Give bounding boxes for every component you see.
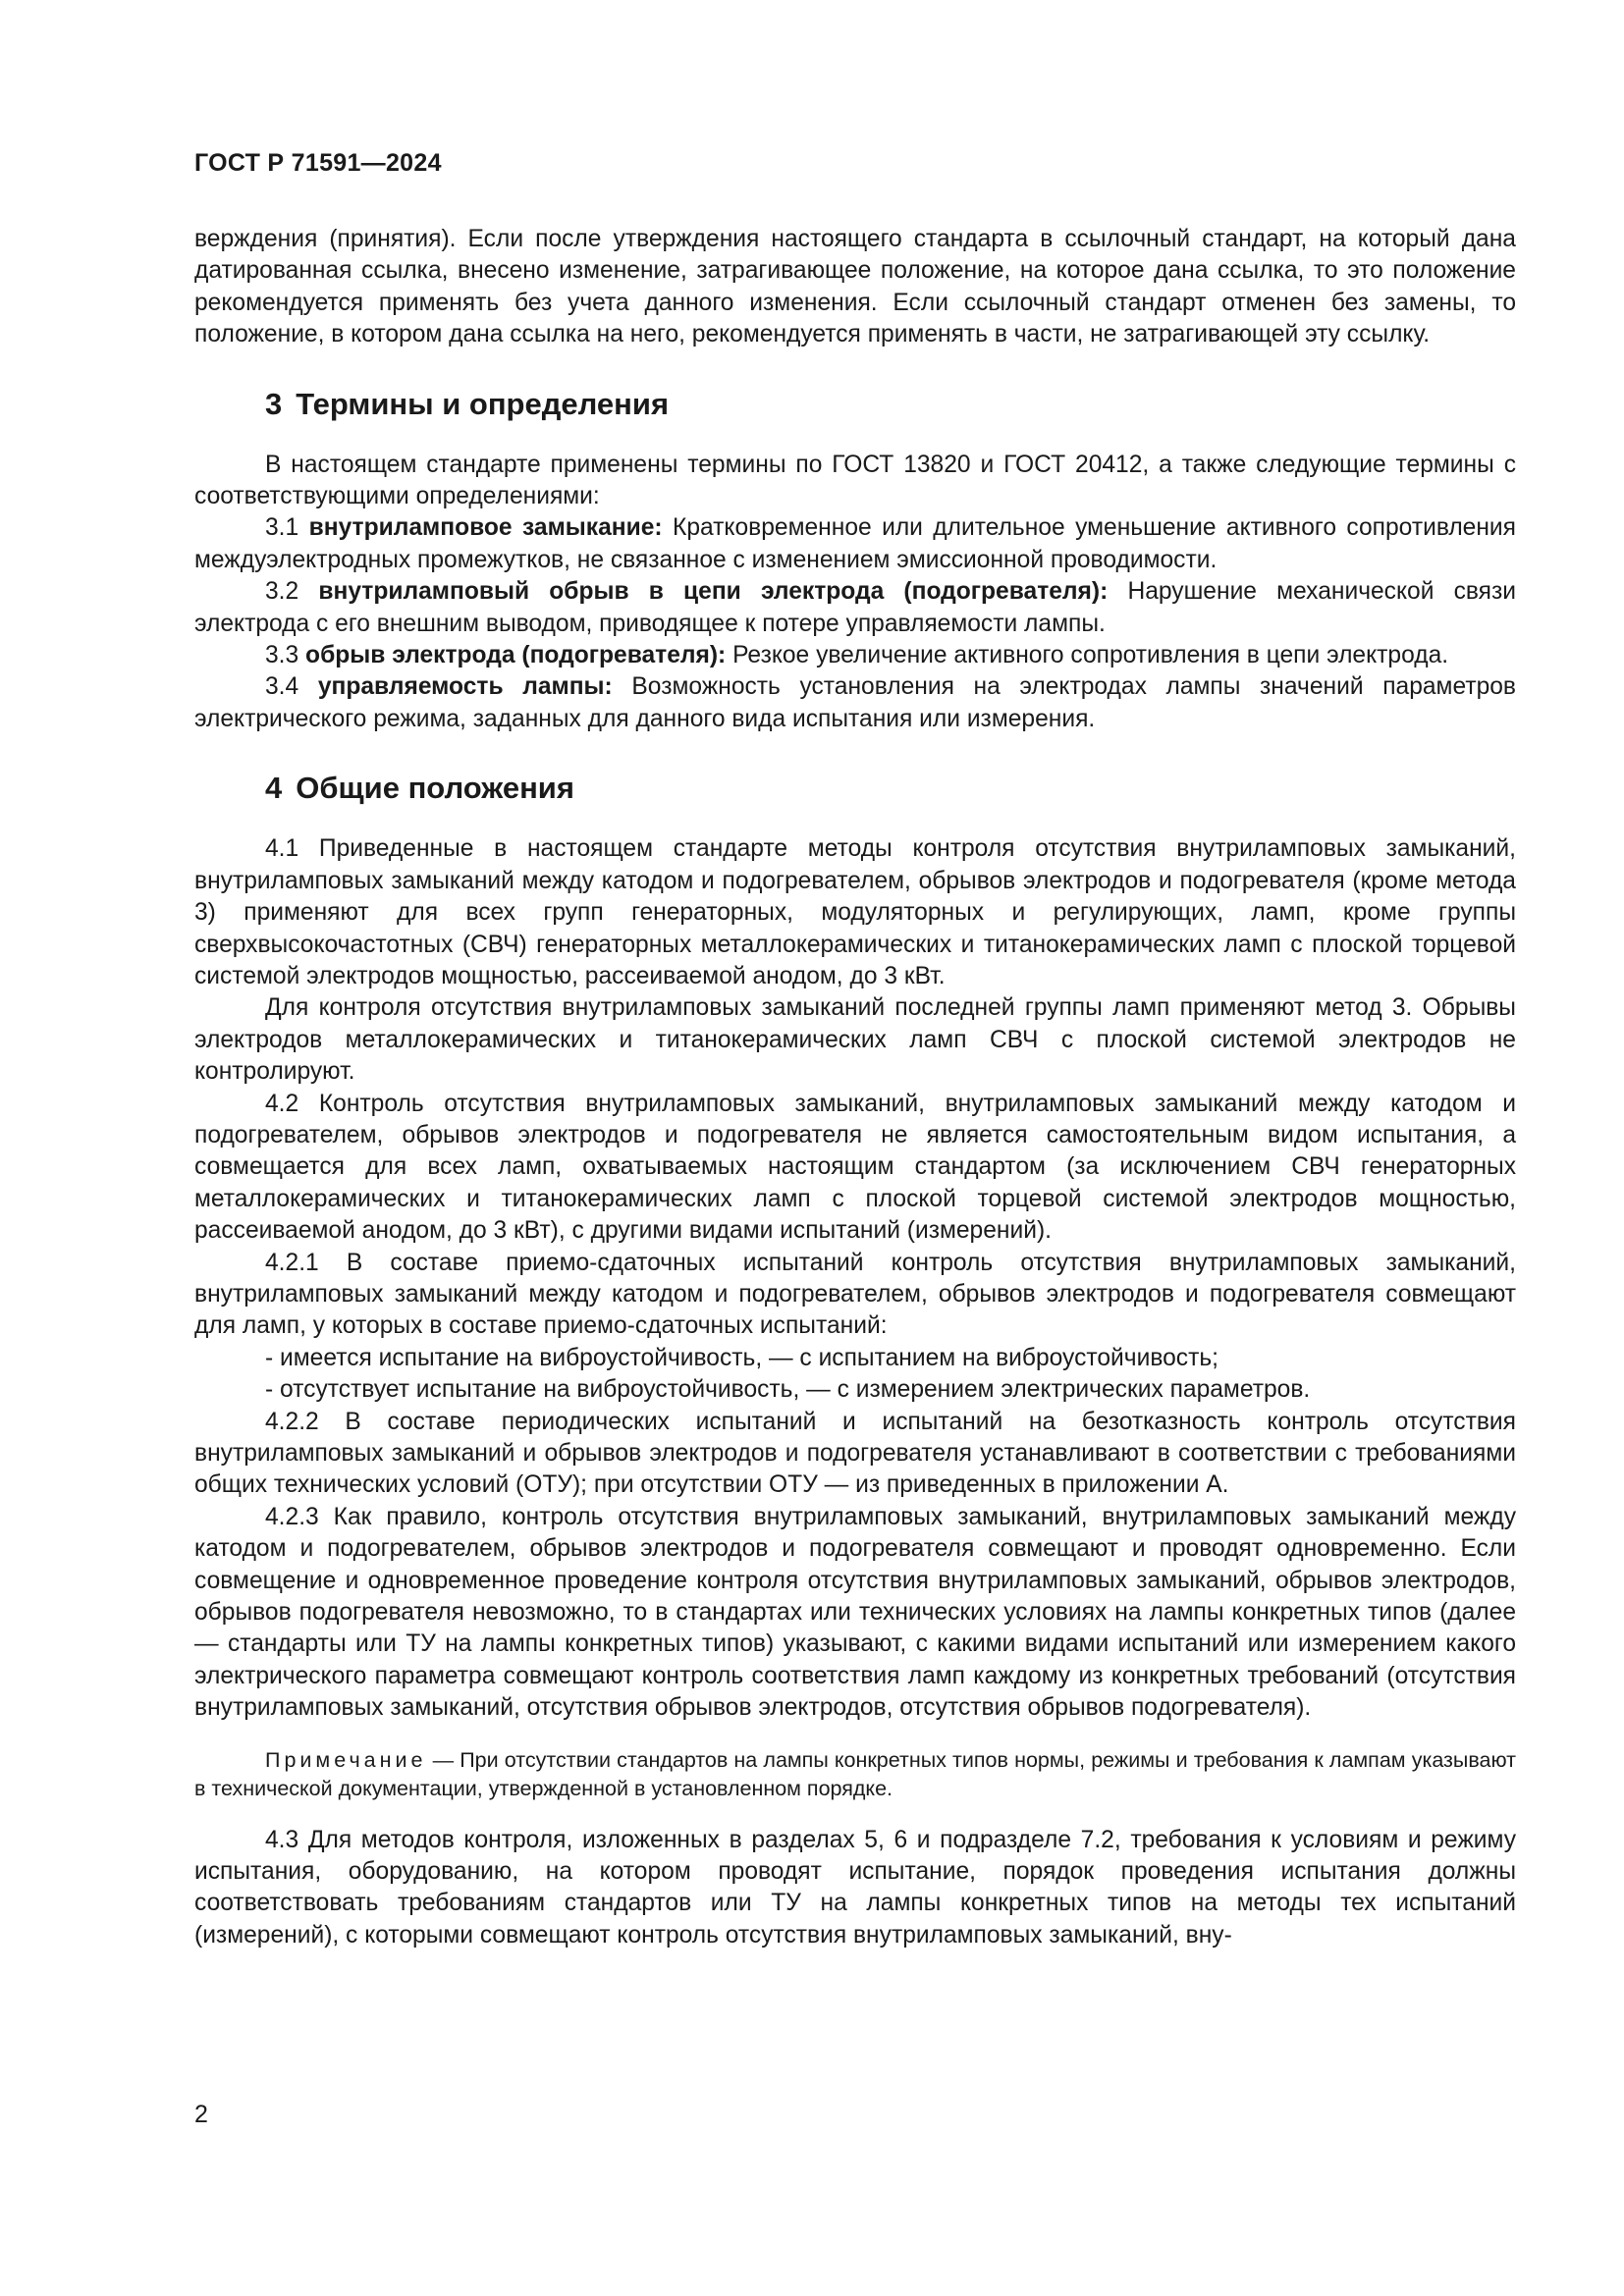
term-definition: Возможность установления на электродах лампы значений параметров электрического режима, заданных для данного вида испытания или измерения. [194,673,1517,732]
section-4-heading [194,769,1516,808]
note-block [194,1746,1516,1803]
document-body [194,224,1516,1951]
term-name: внутриламповое замыкание: [308,514,663,542]
paragraph-4-3: 4.3 Для методов контроля, изложенных в разделах 5, 6 и подразделе 7.2, требования к условиям и режиму испытания, оборудованию, на котором проводят испытание, порядок проведения испытания должны соответствовать требованиям стандартов или ТУ на лампы конкретных типов на методы тех испытаний (измерений), с которыми совмещают контроль отсутствия внутриламповых замыканий, вну- [194,1826,1516,1949]
term-3-3 [194,640,1516,671]
intro-paragraph: верждения (принятия). Если после утверждения настоящего стандарта в ссылочный стандарт, на который дана датированная ссылка, внесено изменение, затрагивающее положение, на которое дана ссылка, то это положение рекомендуется применять без учета данного изменения. Если ссылочный стандарт отменен без замены, то положение, в котором дана ссылка на него, рекомендуется применять в части, не затрагивающей эту ссылку. [194,226,1516,348]
note-label: Примечание [265,1747,427,1772]
section-3-title: Термины и определения [296,386,670,421]
paragraph-4-2-2: 4.2.2 В составе периодических испытаний и испытаний на безотказность контроль отсутствия внутриламповых замыканий и обрывов электродов и подогревателя устанавливают в соответствии с требованиями общих технических условий (ОТУ); при отсутствии ОТУ — из приведенных в приложении А. [194,1408,1516,1499]
paragraph-4-1-continued: Для контроля отсутствия внутриламповых замыканий последней группы ламп применяют метод 3. Обрывы электродов металлокерамических и титанокерамических ламп СВЧ с плоской системой электродов не контролируют. [194,994,1516,1086]
document-header: ГОСТ Р 71591—2024 [194,149,442,177]
term-3-1 [194,512,1516,576]
term-number: 3.1 [265,514,299,542]
section-4-number: 4 [265,771,283,806]
term-name: управляемость лампы: [317,673,613,701]
term-number: 3.3 [265,642,299,669]
term-number: 3.4 [265,673,299,701]
paragraph-4-2: 4.2 Контроль отсутствия внутриламповых замыканий, внутриламповых замыканий между катодом и подогревателем, обрывов электродов и подогревателя не является самостоятельным видом испытания, а совмещается для всех ламп, охватываемых настоящим стандартом (за исключением СВЧ генераторных металлокерамических и титанокерамических ламп с плоской торцевой системой электродов мощностью, рассеиваемой анодом, до 3 кВт), с другими видами испытаний (измерений). [194,1090,1516,1245]
term-definition: Кратковременное или длительное уменьшение активного сопротивления междуэлектродных промежутков, не связанное с изменением эмиссионной проводимости. [194,514,1516,573]
list-item-vibration: - имеется испытание на виброустойчивость, — с испытанием на виброустойчивость; [265,1344,1219,1371]
paragraph-4-2-1: 4.2.1 В составе приемо-сдаточных испытаний контроль отсутствия внутриламповых замыканий, внутриламповых замыканий между катодом и подогревателем, обрывов электродов и подогревателя совмещают для ламп, у которых в составе приемо-сдаточных испытаний: [194,1249,1516,1340]
paragraph-4-1: 4.1 Приведенные в настоящем стандарте методы контроля отсутствия внутриламповых замыканий, внутриламповых замыканий между катодом и подогревателем, обрывов электродов и подогревателя (кроме метода 3) применяют для всех групп генераторных, модуляторных и регулирующих, ламп, кроме группы сверхвысокочастотных (СВЧ) генераторных металлокерамических и титанокерамических ламп с плоской торцевой системой электродов мощностью, рассеиваемой анодом, до 3 кВт. [194,835,1516,989]
section-3-number: 3 [265,386,283,421]
section-3-heading [194,385,1516,424]
term-definition: Резкое увеличение активного сопротивления в цепи электрода. [732,642,1449,669]
term-3-4 [194,671,1516,735]
page-number: 2 [194,2101,208,2128]
list-item-no-vibration: - отсутствует испытание на виброустойчивость, — с измерением электрических параметров. [265,1376,1311,1404]
section-3-intro: В настоящем стандарте применены термины по ГОСТ 13820 и ГОСТ 20412, а также следующие термины с соответствующими определениями: [194,451,1516,510]
term-definition: Нарушение механической связи электрода с его внешним выводом, приводящее к потере управляемости лампы. [194,578,1516,637]
term-3-2 [194,576,1516,640]
term-name: обрыв электрода (подогревателя): [305,642,727,669]
note-text: — При отсутствии стандартов на лампы конкретных типов нормы, режимы и требования к лампам указывают в технической документации, утвержденной в установленном порядке. [194,1747,1516,1800]
section-4-title: Общие положения [296,771,574,806]
term-number: 3.2 [265,578,299,606]
term-name: внутриламповый обрыв в цепи электрода (подогревателя): [318,578,1109,606]
paragraph-4-2-3: 4.2.3 Как правило, контроль отсутствия внутриламповых замыканий, внутриламповых замыканий между катодом и подогревателем, обрывов электродов и подогревателя совмещают и проводят одновременно. Если совмещение и одновременное проведение контроля отсутствия внутриламповых замыканий, обрывов электродов, обрывов подогревателя невозможно, то в стандартах или технических условиях на лампы конкретных типов (далее — стандарты или ТУ на лампы конкретных типов) указывают, с какими видами испытаний или измерением какого электрического параметра совмещают контроль соответствия ламп каждому из конкретных требований (отсутствия внутриламповых замыканий, отсутствия обрывов электродов, отсутствия обрывов подогревателя). [194,1503,1516,1722]
